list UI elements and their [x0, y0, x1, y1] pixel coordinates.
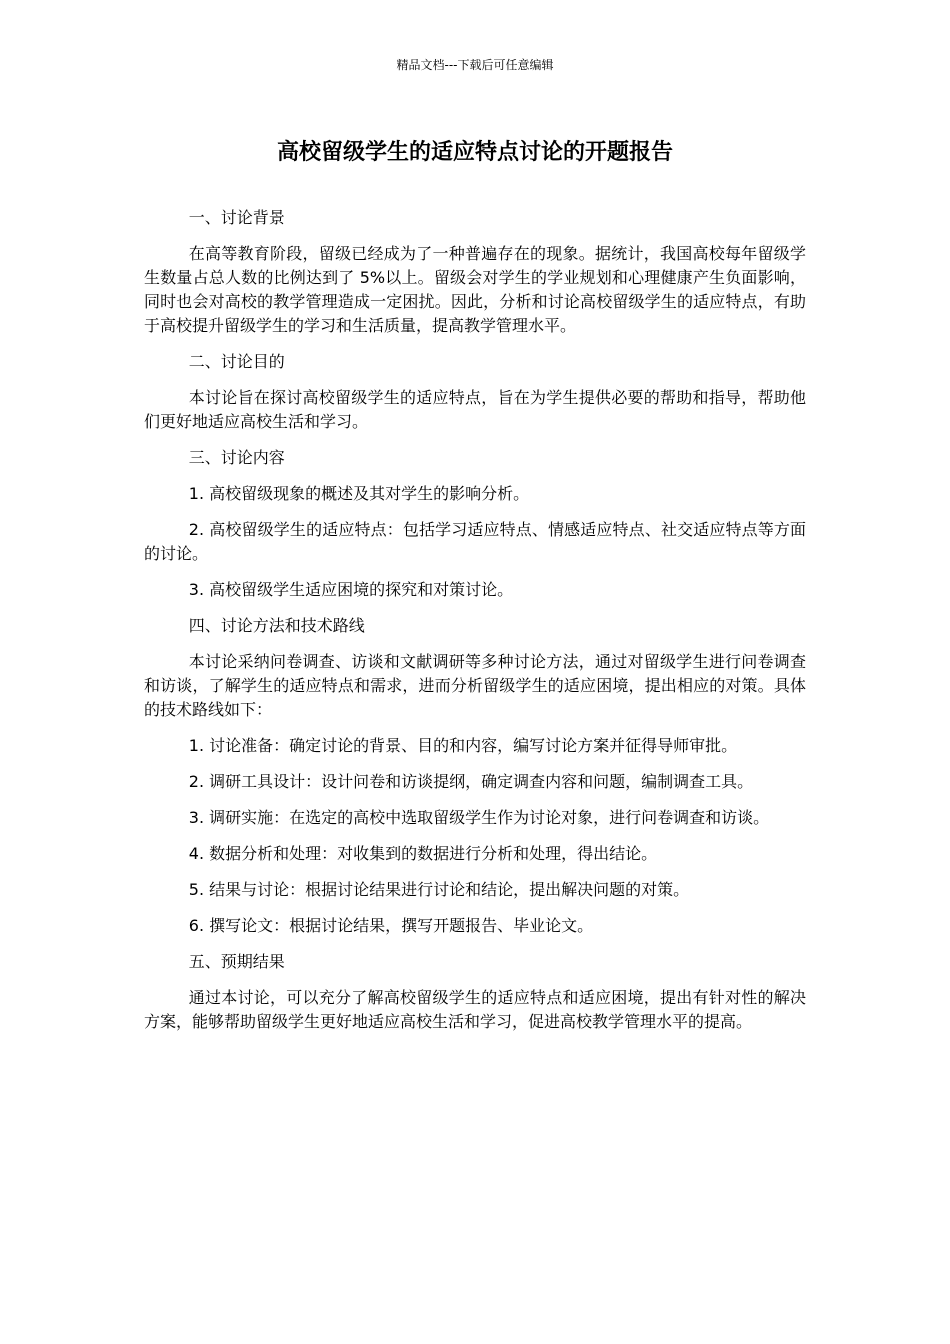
- list-item-content-1: 1. 高校留级现象的概述及其对学生的影响分析。: [188, 484, 530, 503]
- list-item-route-4: 4. 数据分析和处理：对收集到的数据进行分析和处理，得出结论。: [188, 844, 658, 863]
- section-heading-content: 三、讨论内容: [188, 448, 285, 467]
- section-heading-background: 一、讨论背景: [188, 208, 285, 227]
- list-item-route-1: 1. 讨论准备：确定讨论的背景、目的和内容，编写讨论方案并征得导师审批。: [188, 736, 738, 755]
- paragraph-purpose: 本讨论旨在探讨高校留级学生的适应特点，旨在为学生提供必要的帮助和指导，帮助他们更好地适应高校生活和学习。: [144, 388, 806, 431]
- section-heading-methods: 四、讨论方法和技术路线: [188, 616, 365, 635]
- list-item-route-2: 2. 调研工具设计：设计问卷和访谈提纲，确定调查内容和问题，编制调查工具。: [188, 772, 754, 791]
- section-heading-purpose: 二、讨论目的: [188, 352, 285, 371]
- list-item-route-3: 3. 调研实施：在选定的高校中选取留级学生作为讨论对象，进行问卷调查和访谈。: [188, 808, 770, 827]
- list-item-route-5: 5. 结果与讨论：根据讨论结果进行讨论和结论，提出解决问题的对策。: [188, 880, 690, 899]
- paragraph-methods: 本讨论采纳问卷调查、访谈和文献调研等多种讨论方法，通过对留级学生进行问卷调查和访谈，了解学生的适应特点和需求，进而分析留级学生的适应困境，提出相应的对策。具体的技术路线如下：: [144, 652, 806, 719]
- document-body: [144, 206, 806, 1046]
- list-item-content-3: 3. 高校留级学生适应困境的探究和对策讨论。: [188, 580, 514, 599]
- header-note: 精品文档---下载后可任意编辑: [396, 58, 554, 72]
- list-item-route-6: 6. 撰写论文：根据讨论结果，撰写开题报告、毕业论文。: [188, 916, 594, 935]
- section-heading-results: 五、预期结果: [188, 952, 285, 971]
- list-item-content-2: 2. 高校留级学生的适应特点：包括学习适应特点、情感适应特点、社交适应特点等方面的讨论。: [144, 520, 806, 563]
- paragraph-background: 在高等教育阶段，留级已经成为了一种普遍存在的现象。据统计，我国高校每年留级学生数量占总人数的比例达到了 5%以上。留级会对学生的学业规划和心理健康产生负面影响，同时也会对高校的教学管理造成一定困扰。因此，分析和讨论高校留级学生的适应特点，有助于高校提升留级学生的学习和生活质量，提高教学管理水平。: [144, 244, 806, 335]
- paragraph-results: 通过本讨论，可以充分了解高校留级学生的适应特点和适应困境，提出有针对性的解决方案，能够帮助留级学生更好地适应高校生活和学习，促进高校教学管理水平的提高。: [144, 988, 806, 1031]
- document-title: 高校留级学生的适应特点讨论的开题报告: [276, 140, 673, 165]
